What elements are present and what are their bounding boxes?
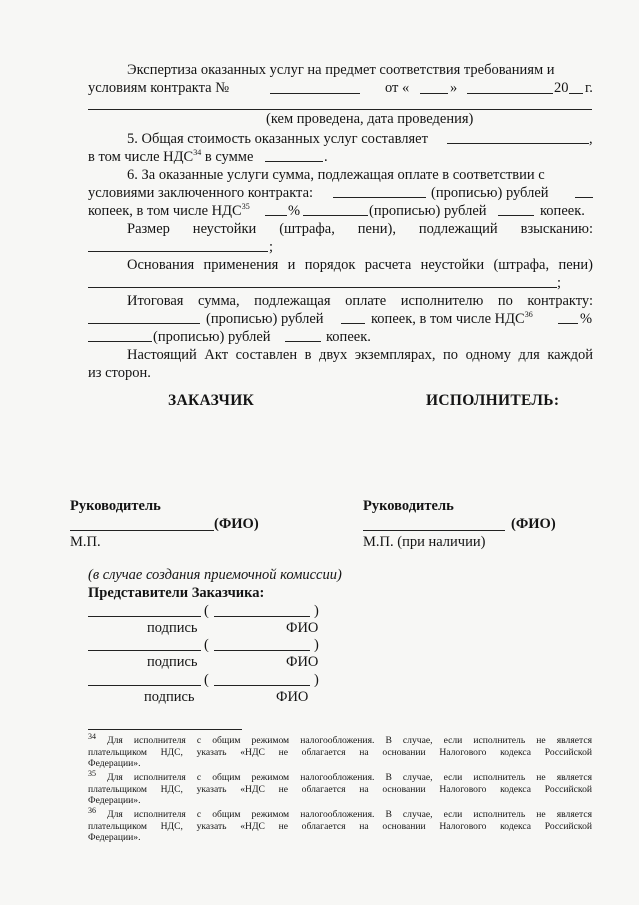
- rep1-fio-label: ФИО: [286, 620, 319, 636]
- year-suffix: г.: [585, 80, 593, 96]
- percent-sign: %: [288, 203, 301, 219]
- rep3-open-paren: (: [204, 672, 209, 688]
- rep1-fio-blank[interactable]: [214, 604, 310, 617]
- total-percent-sign: %: [580, 311, 593, 327]
- footnote-ref-35[interactable]: 35: [241, 202, 250, 212]
- contract-number-blank[interactable]: [270, 81, 360, 94]
- rep3-fio-blank[interactable]: [214, 673, 310, 686]
- customer-head-label: Руководитель: [70, 498, 161, 514]
- vat-percent-blank[interactable]: [265, 203, 287, 216]
- year-prefix: 20: [554, 80, 569, 96]
- rep1-signature-blank[interactable]: [88, 604, 201, 617]
- para6-line2-label: условиями заключенного контракта:: [88, 185, 314, 201]
- vat-sum-blank[interactable]: [265, 149, 323, 162]
- rep2-sign-label: подпись: [147, 654, 198, 670]
- rep2-open-paren: (: [204, 637, 209, 653]
- vat-label: в том числе НДС: [88, 149, 194, 165]
- customer-stamp: М.П.: [70, 534, 101, 550]
- footnote-35: [88, 768, 592, 807]
- date-from-label: от «: [385, 80, 410, 96]
- penalty-line1: Размер неустойки (штрафа, пени), подлежащий взысканию:: [127, 221, 593, 237]
- para6-line1: 6. За оказанные услуги сумма, подлежащая оплате в соответствии с: [127, 167, 545, 183]
- quote-close: »: [450, 80, 458, 96]
- vat-kopecks-blank[interactable]: [498, 203, 534, 216]
- footnote-34: [88, 731, 592, 770]
- rep3-signature-blank[interactable]: [88, 673, 201, 686]
- total-vat-label: [371, 311, 533, 328]
- contractor-fio-label: (ФИО): [511, 516, 556, 532]
- year-blank[interactable]: [569, 81, 583, 94]
- total-vat-percent-blank[interactable]: [558, 311, 578, 324]
- penalty-semicolon: ;: [269, 239, 274, 255]
- total-vat-kopecks-blank[interactable]: [285, 329, 321, 342]
- closing-line2: из сторон.: [88, 365, 151, 381]
- rep2-fio-label: ФИО: [286, 654, 319, 670]
- para5-line1: 5. Общая стоимость оказанных услуг составляет: [127, 131, 428, 147]
- total-cost-blank[interactable]: [447, 131, 589, 144]
- footnote-number: 34: [88, 731, 96, 741]
- para5-line2: [88, 149, 253, 166]
- contractor-signature-blank[interactable]: [363, 518, 505, 531]
- footnote-text: Для исполнителя с общим режимом налогообложения. В случае, если исполнитель не является: [107, 735, 592, 746]
- rep3-sign-label: подпись: [144, 689, 195, 705]
- customer-fio-label: (ФИО): [214, 516, 259, 532]
- para6-rubles-label: (прописью) рублей: [431, 185, 549, 201]
- footnote-ref-34[interactable]: 34: [193, 148, 202, 158]
- para6-kopecks: копеек.: [540, 203, 585, 219]
- vat-amount-blank[interactable]: [303, 203, 368, 216]
- expertise-line1: Экспертиза оказанных услуг на предмет соответствия требованиям и: [127, 62, 555, 78]
- para5-period: .: [324, 149, 328, 165]
- rubles-blank[interactable]: [575, 185, 593, 198]
- footnote-text: плательщиком НДС, указать «НДС не облагается на основании Налогового кодекса Российской: [88, 820, 592, 832]
- day-blank[interactable]: [420, 81, 448, 94]
- footnote-text: плательщиком НДС, указать «НДС не облагается на основании Налогового кодекса Российской: [88, 783, 592, 795]
- footnote-text: Федерации».: [88, 795, 141, 806]
- closing-line1: Настоящий Акт составлен в двух экземплярах, по одному для каждой: [127, 347, 593, 363]
- total-kopecks: копеек.: [326, 329, 371, 345]
- total-rubles-blank[interactable]: [341, 311, 365, 324]
- rep3-close-paren: ): [314, 672, 319, 688]
- footnote-number: 36: [88, 805, 96, 815]
- expertise-blank-line[interactable]: [88, 109, 592, 110]
- rep1-sign-label: подпись: [147, 620, 198, 636]
- rep2-signature-blank[interactable]: [88, 638, 201, 651]
- commission-title: Представители Заказчика:: [88, 585, 265, 601]
- para5-comma: ,: [589, 131, 593, 147]
- footnote-36: [88, 805, 592, 844]
- grounds-blank[interactable]: [88, 275, 557, 288]
- grounds-semicolon: ;: [557, 275, 562, 291]
- contractor-heading: ИСПОЛНИТЕЛЬ:: [426, 392, 560, 409]
- contract-label: условиям контракта №: [88, 80, 230, 96]
- vat-label-2: копеек, в том числе НДС: [88, 203, 242, 219]
- customer-signature-blank[interactable]: [70, 518, 214, 531]
- para6-line3-label: [88, 203, 250, 220]
- footnote-text: Федерации».: [88, 758, 141, 769]
- rep2-fio-blank[interactable]: [214, 638, 310, 651]
- footnote-ref-36[interactable]: 36: [524, 310, 533, 320]
- rep2-close-paren: ): [314, 637, 319, 653]
- customer-heading: ЗАКАЗЧИК: [168, 392, 255, 409]
- contractor-stamp: М.П. (при наличии): [363, 534, 486, 550]
- rep1-open-paren: (: [204, 603, 209, 619]
- month-blank[interactable]: [467, 81, 553, 94]
- expertise-line2: [88, 80, 229, 97]
- penalty-blank[interactable]: [88, 239, 268, 252]
- vat-sum-label: в сумме: [204, 149, 254, 165]
- total-line1: Итоговая сумма, подлежащая оплате исполнителю по контракту:: [127, 293, 593, 309]
- footnote-number: 35: [88, 768, 96, 778]
- amount-blank[interactable]: [333, 185, 426, 198]
- total-vat-amount-blank[interactable]: [88, 329, 152, 342]
- grounds-line1: Основания применения и порядок расчета неустойки (штрафа, пени): [127, 257, 593, 273]
- footnote-text: Для исполнителя с общим режимом налогообложения. В случае, если исполнитель не является: [107, 809, 592, 820]
- footnote-text: Федерации».: [88, 832, 141, 843]
- total-amount-blank[interactable]: [88, 311, 200, 324]
- para6-vat-rubles: (прописью) рублей: [369, 203, 487, 219]
- contractor-head-label: Руководитель: [363, 498, 454, 514]
- footnote-separator: [88, 729, 242, 730]
- total-rubles-label: (прописью) рублей: [206, 311, 324, 327]
- footnote-text: Для исполнителя с общим режимом налогообложения. В случае, если исполнитель не является: [107, 772, 592, 783]
- footnote-text: плательщиком НДС, указать «НДС не облагается на основании Налогового кодекса Российской: [88, 746, 592, 758]
- expertise-caption: (кем проведена, дата проведения): [266, 111, 474, 127]
- rep1-close-paren: ): [314, 603, 319, 619]
- commission-note: (в случае создания приемочной комиссии): [88, 567, 342, 583]
- rep3-fio-label: ФИО: [276, 689, 309, 705]
- total-vat-rubles: (прописью) рублей: [153, 329, 271, 345]
- total-vat-text: копеек, в том числе НДС: [371, 311, 525, 327]
